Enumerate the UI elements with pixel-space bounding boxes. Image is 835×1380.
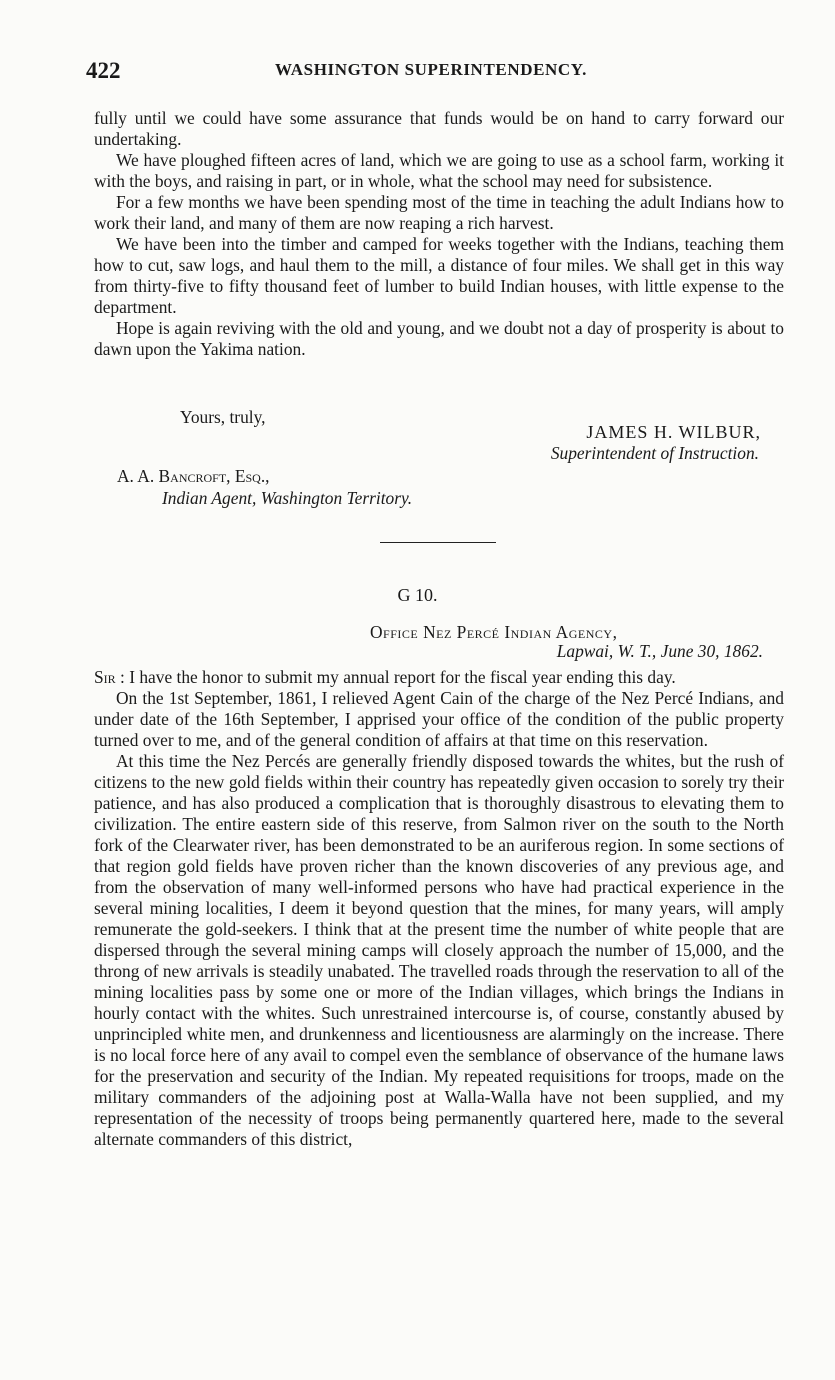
addressee-name: A. A. Bancroft, Esq., <box>117 466 270 486</box>
paragraph: Hope is again reviving with the old and young, and we doubt not a day of prosperity is about to dawn upon the Yakima nation. <box>94 318 784 359</box>
paragraph: fully until we could have some assurance that funds would be on hand to carry forward our undertaking. <box>94 108 784 149</box>
paragraph: We have ploughed fifteen acres of land, which we are going to use as a school farm, working it with the boys, and raising in part, or in whole, what the school may need for subsistence. <box>94 150 784 191</box>
salutation-paragraph <box>94 667 784 688</box>
paragraph: We have been into the timber and camped for weeks together with the Indians, teaching them how to cut, saw logs, and haul them to the mill, a distance of four miles. We shall get in this way from thirty-five to fifty thousand feet of lumber to build Indian houses, with little expense to the department. <box>94 234 784 317</box>
page-header <box>86 58 776 88</box>
paragraph-text: I have the honor to submit my annual report for the fiscal year ending this day. <box>129 667 676 687</box>
paragraph: On the 1st September, 1861, I relieved Agent Cain of the charge of the Nez Percé Indians, and under date of the 16th September, I apprised your office of the condition of the public property turned over to me, and of the general condition of affairs at that time on this reservation. <box>94 688 784 750</box>
letter-report-body <box>94 667 784 1150</box>
salutation: Sir : <box>94 667 125 687</box>
dateline: Lapwai, W. T., June 30, 1862. <box>556 641 763 661</box>
letter-closing: Yours, truly, <box>180 407 266 427</box>
document-id: G 10. <box>397 585 438 605</box>
paragraph: For a few months we have been spending most of the time in teaching the adult Indians how to work their land, and many of them are now reaping a rich harvest. <box>94 192 784 233</box>
running-title: WASHINGTON SUPERINTENDENCY. <box>275 60 587 79</box>
paragraph: At this time the Nez Percés are generally friendly disposed towards the whites, but the rush of citizens to the new gold fields within their country has repeatedly given occasion to sorely try their patience, and has also produced a complication that is thoroughly disastrous to elevating them to civilization. The entire eastern side of this reserve, from Salmon river on the south to the North fork of the Clearwater river, has been demonstrated to be an auriferous region. In some sections of that region gold fields have proven richer than the known discoveries of any previous age, and from the observation of many well-informed persons who have had practical experience in the several mining localities, I deem it beyond question that the mines, for many years, will amply remunerate the gold-seekers. I think that at the present time the number of white people that are dispersed through the several mining camps will closely approach the number of 15,000, and the throng of new arrivals is steadily unabated. The travelled roads through the reservation to all of the mining localities pass by some one or more of the Indian villages, which brings the Indians in hourly contact with the whites. Such unrestrained intercourse is, of course, constantly abused by unprincipled white men, and drunkenness and licentiousness are alarmingly on the increase. There is no local force here of any avail to compel even the semblance of observance of the humane laws for the preservation and security of the Indian. My repeated requisitions for troops, made on the military commanders of the adjoining post at Walla-Walla have not been supplied, and my representation of the necessity of troops being permanently quartered here, made to the several alternate commanders of this district, <box>94 751 784 1149</box>
signature-name: JAMES H. WILBUR, <box>586 422 761 442</box>
signature-title: Superintendent of Instruction. <box>550 443 759 463</box>
office-heading: Office Nez Percé Indian Agency, <box>370 622 618 642</box>
section-divider <box>380 542 496 543</box>
addressee-title: Indian Agent, Washington Territory. <box>162 488 413 508</box>
letter-wilbur-body <box>94 108 784 360</box>
page-number: 422 <box>86 58 121 83</box>
